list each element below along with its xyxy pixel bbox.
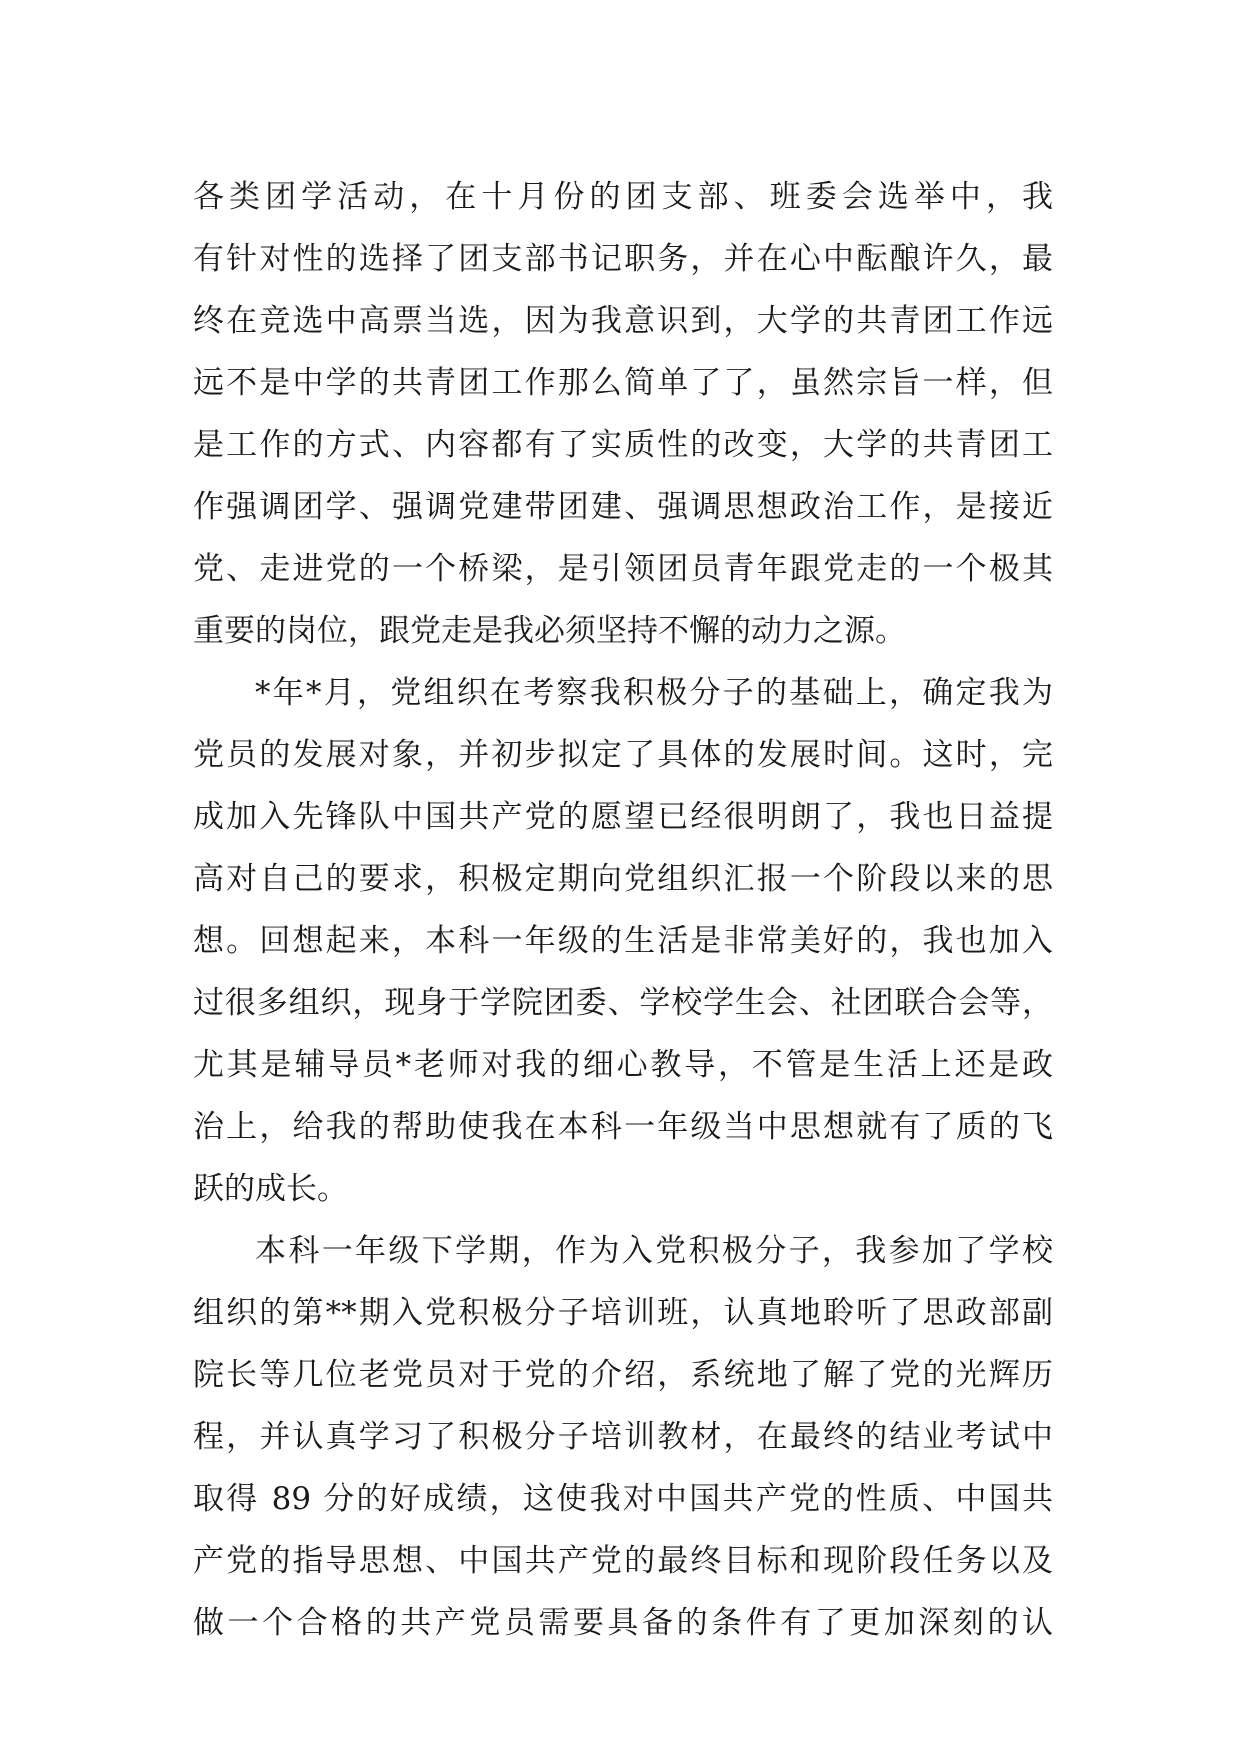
paragraph-1-line-1: 各类团学活动，在十月份的团支部、班委会选举中，我 — [193, 179, 1053, 215]
paragraph-2-line-7: 尤其是辅导员*老师对我的细心教导，不管是生活上还是政 — [193, 1047, 1053, 1083]
paragraph-1-line-7: 党、走进党的一个桥梁，是引领团员青年跟党走的一个极其 — [193, 551, 1053, 587]
paragraph-2-line-1: *年*月，党组织在考察我积极分子的基础上，确定我为 — [255, 675, 1053, 711]
paragraph-3-line-4: 程，并认真学习了积极分子培训教材，在最终的结业考试中 — [193, 1419, 1053, 1455]
paragraph-3-line-2: 组织的第**期入党积极分子培训班，认真地聆听了思政部副 — [193, 1295, 1053, 1331]
paragraph-1-line-3: 终在竞选中高票当选，因为我意识到，大学的共青团工作远 — [193, 303, 1053, 339]
paragraph-2-line-4: 高对自己的要求，积极定期向党组织汇报一个阶段以来的思 — [193, 861, 1053, 897]
body-text — [193, 166, 1053, 1654]
paragraph-2-line-3: 成加入先锋队中国共产党的愿望已经很明朗了，我也日益提 — [193, 799, 1053, 835]
paragraph-1-line-8: 重要的岗位，跟党走是我必须坚持不懈的动力之源。 — [193, 613, 906, 649]
paragraph-3-line-3: 院长等几位老党员对于党的介绍，系统地了解了党的光辉历 — [193, 1357, 1053, 1393]
paragraph-1-line-5: 是工作的方式、内容都有了实质性的改变，大学的共青团工 — [193, 427, 1053, 463]
paragraph-3-line-1: 本科一年级下学期，作为入党积极分子，我参加了学校 — [255, 1233, 1053, 1269]
paragraph-3-line-6: 产党的指导思想、中国共产党的最终目标和现阶段任务以及 — [193, 1543, 1053, 1579]
paragraph-3-line-5: 取得 89 分的好成绩，这使我对中国共产党的性质、中国共 — [193, 1481, 1053, 1517]
paragraph-2-line-5: 想。回想起来，本科一年级的生活是非常美好的，我也加入 — [193, 923, 1053, 959]
paragraph-2-line-6: 过很多组织，现身于学院团委、学校学生会、社团联合会等， — [193, 985, 1053, 1021]
paragraph-1-line-4: 远不是中学的共青团工作那么简单了了，虽然宗旨一样，但 — [193, 365, 1053, 401]
paragraph-3-line-7: 做一个合格的共产党员需要具备的条件有了更加深刻的认 — [193, 1605, 1053, 1641]
paragraph-1-line-2: 有针对性的选择了团支部书记职务，并在心中酝酿许久，最 — [193, 241, 1053, 277]
paragraph-2-line-2: 党员的发展对象，并初步拟定了具体的发展时间。这时，完 — [193, 737, 1053, 773]
paragraph-1-line-6: 作强调团学、强调党建带团建、强调思想政治工作，是接近 — [193, 489, 1053, 525]
paragraph-2-line-9: 跃的成长。 — [193, 1171, 348, 1207]
paragraph-2-line-8: 治上，给我的帮助使我在本科一年级当中思想就有了质的飞 — [193, 1109, 1053, 1145]
